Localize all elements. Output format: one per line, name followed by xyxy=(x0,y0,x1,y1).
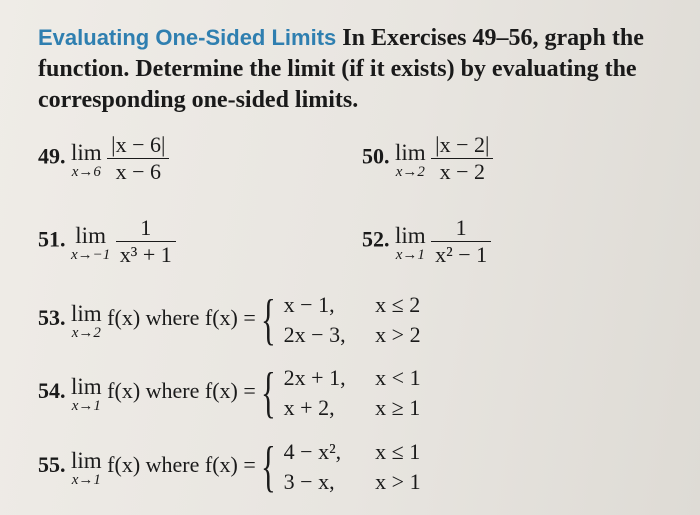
function-definition-text: f(x) where f(x) = xyxy=(107,452,256,478)
case-row xyxy=(284,393,421,423)
lim-subscript: x→2 xyxy=(395,163,425,180)
lim-word: lim xyxy=(395,139,426,165)
exercise-number: 55. xyxy=(38,452,66,478)
numerator: 1 xyxy=(455,215,467,240)
exercise-number: 54. xyxy=(38,378,66,404)
case-row xyxy=(284,320,421,350)
lim-word: lim xyxy=(71,374,102,400)
lim-word: lim xyxy=(75,222,106,248)
heading-text: In Exercises 49–56, graph the function. Determine the limit (if it exists) by evaluating the corresponding one-sided limits. xyxy=(38,25,644,113)
fraction xyxy=(116,215,176,268)
exercise-50 xyxy=(362,132,493,185)
limit-operator xyxy=(395,139,426,180)
section-heading xyxy=(38,22,688,116)
case-row xyxy=(284,363,421,393)
numerator: |x − 2| xyxy=(435,132,490,157)
case-condition: x ≤ 1 xyxy=(375,439,421,464)
case-row xyxy=(284,437,421,467)
case-expression: 2x − 3, xyxy=(283,322,346,347)
exercise-53 xyxy=(38,290,421,350)
lim-subscript: x→−1 xyxy=(71,246,111,263)
case-condition: x < 1 xyxy=(375,365,421,390)
fraction xyxy=(107,132,169,185)
lim-word: lim xyxy=(71,139,102,165)
numerator: 1 xyxy=(140,215,152,240)
exercise-number: 50. xyxy=(362,143,390,169)
left-brace: { xyxy=(261,289,277,351)
case-condition: x ≥ 1 xyxy=(375,395,421,420)
exercise-51 xyxy=(38,215,176,268)
limit-operator xyxy=(71,303,102,341)
lim-subscript: x→1 xyxy=(71,472,101,489)
denominator: x − 2 xyxy=(431,158,493,185)
limit-operator xyxy=(71,222,111,263)
denominator: x − 6 xyxy=(107,158,169,185)
exercise-number: 51. xyxy=(38,226,66,252)
lim-word: lim xyxy=(395,222,426,248)
numerator: |x − 6| xyxy=(111,132,166,157)
exercise-54 xyxy=(38,363,421,423)
piecewise-cases xyxy=(284,290,421,350)
case-expression: 4 − x², xyxy=(283,439,342,464)
fraction xyxy=(431,132,493,185)
lim-subscript: x→1 xyxy=(395,246,425,263)
function-definition-text: f(x) where f(x) = xyxy=(107,305,256,331)
exercise-52 xyxy=(362,215,491,268)
lim-subscript: x→2 xyxy=(71,325,101,342)
case-row xyxy=(284,290,421,320)
exercise-55 xyxy=(38,437,421,497)
denominator: x² − 1 xyxy=(431,241,491,268)
case-expression: 3 − x, xyxy=(283,469,335,494)
case-expression: x − 1, xyxy=(283,292,335,317)
denominator: x³ + 1 xyxy=(116,241,176,268)
case-expression: x + 2, xyxy=(283,395,335,420)
fraction xyxy=(431,215,491,268)
lim-word: lim xyxy=(71,448,102,474)
heading-lead: Evaluating One-Sided Limits xyxy=(38,25,337,50)
case-condition: x > 1 xyxy=(375,469,421,494)
case-expression: 2x + 1, xyxy=(283,365,346,390)
piecewise-cases xyxy=(284,437,421,497)
lim-subscript: x→1 xyxy=(71,398,101,415)
lim-word: lim xyxy=(71,301,102,327)
exercise-number: 52. xyxy=(362,226,390,252)
lim-subscript: x→6 xyxy=(71,163,101,180)
piecewise-cases xyxy=(284,363,421,423)
function-definition-text: f(x) where f(x) = xyxy=(107,378,256,404)
limit-operator xyxy=(71,139,102,180)
case-condition: x > 2 xyxy=(375,322,421,347)
left-brace: { xyxy=(261,362,277,424)
left-brace: { xyxy=(261,436,277,498)
exercise-number: 53. xyxy=(38,305,66,331)
limit-operator xyxy=(71,376,102,414)
case-row xyxy=(284,467,421,497)
exercise-number: 49. xyxy=(38,143,66,169)
exercise-49 xyxy=(38,132,169,185)
limit-operator xyxy=(71,450,102,488)
case-condition: x ≤ 2 xyxy=(375,292,421,317)
limit-operator xyxy=(395,222,426,263)
